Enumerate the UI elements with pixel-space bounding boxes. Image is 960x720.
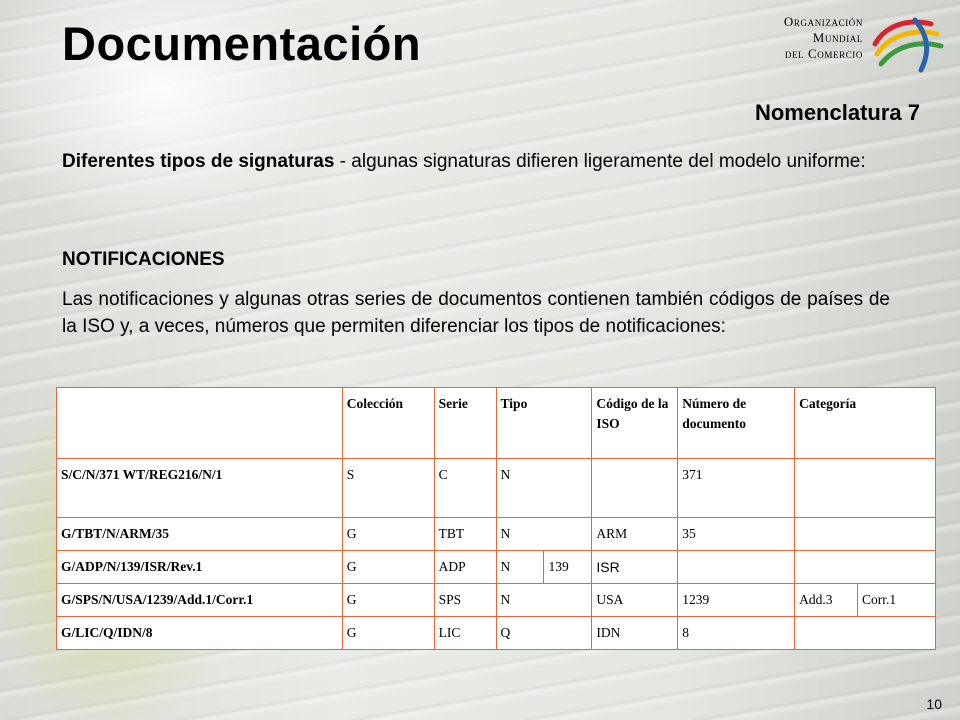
table-row: [57, 551, 936, 584]
intro-rest: - algunas signaturas difieren ligeramente del modelo uniforme:: [334, 151, 866, 172]
table-cell: ADP: [434, 551, 496, 584]
table-cell: G: [342, 518, 434, 551]
table-header-cell: Número de documento: [678, 388, 795, 459]
table-cell: G: [342, 617, 434, 650]
intro-paragraph: [62, 148, 890, 175]
table-cell: G: [342, 551, 434, 584]
page-title: Documentación: [62, 17, 422, 70]
table-cell: 371: [678, 459, 795, 518]
table-cell: 8: [678, 617, 795, 650]
section-subtitle: Nomenclatura 7: [754, 100, 920, 125]
table-row: [57, 617, 936, 650]
table-cell: [795, 551, 936, 584]
table-cell: SPS: [434, 584, 496, 617]
table-cell: N: [496, 584, 592, 617]
table-cell: ISR: [592, 551, 678, 584]
table-header-cell: Tipo: [496, 388, 592, 459]
table-header-cell: Categoría: [795, 388, 936, 459]
table-cell: C: [434, 459, 496, 518]
table-cell: LIC: [434, 617, 496, 650]
table-header-cell: Código de la ISO: [592, 388, 678, 459]
table-cell: Add.3: [795, 584, 858, 617]
table-cell: 35: [678, 518, 795, 551]
table-row: [57, 584, 936, 617]
intro-lead: Diferentes tipos de signaturas: [62, 151, 335, 172]
table-header-cell: [57, 388, 343, 459]
table-cell: Corr.1: [858, 584, 936, 617]
table-cell: 139: [544, 551, 592, 584]
signature-cell: G/LIC/Q/IDN/8: [57, 617, 343, 650]
table-header-row: [57, 388, 936, 459]
signature-cell: G/ADP/N/139/ISR/Rev.1: [57, 551, 343, 584]
signature-table: [56, 387, 936, 650]
table-cell: [795, 518, 936, 551]
table-cell: 1239: [678, 584, 795, 617]
body-paragraph: Las notificaciones y algunas otras series de documentos contienen también códigos de países de la ISO y, a veces, números que permiten diferenciar los tipos de notificaciones:: [62, 289, 890, 337]
table-row: [57, 518, 936, 551]
table-cell: Q: [496, 617, 592, 650]
wto-emblem-icon: [869, 14, 945, 74]
table-cell: IDN: [592, 617, 678, 650]
table-cell: ARM: [592, 518, 678, 551]
section-heading: NOTIFICACIONES: [62, 249, 225, 270]
table-header-cell: Serie: [434, 388, 496, 459]
table-cell: [678, 551, 795, 584]
table-cell: [795, 459, 936, 518]
table-cell: N: [496, 518, 592, 551]
table-cell: N: [496, 551, 544, 584]
table-cell: [795, 617, 936, 650]
table-cell: USA: [592, 584, 678, 617]
table-cell: [592, 459, 678, 518]
table-row: [57, 459, 936, 518]
signature-cell: G/SPS/N/USA/1239/Add.1/Corr.1: [57, 584, 343, 617]
table-cell: S: [342, 459, 434, 518]
wto-logo: [770, 14, 945, 74]
page-number: 10: [926, 696, 942, 712]
signature-cell: G/TBT/N/ARM/35: [57, 518, 343, 551]
signature-cell: S/C/N/371 WT/REG216/N/1: [57, 459, 343, 518]
table-cell: TBT: [434, 518, 496, 551]
logo-text: Organización Mundial del Comercio: [783, 14, 863, 61]
table-cell: G: [342, 584, 434, 617]
table-cell: N: [496, 459, 592, 518]
table-header-cell: Colección: [342, 388, 434, 459]
